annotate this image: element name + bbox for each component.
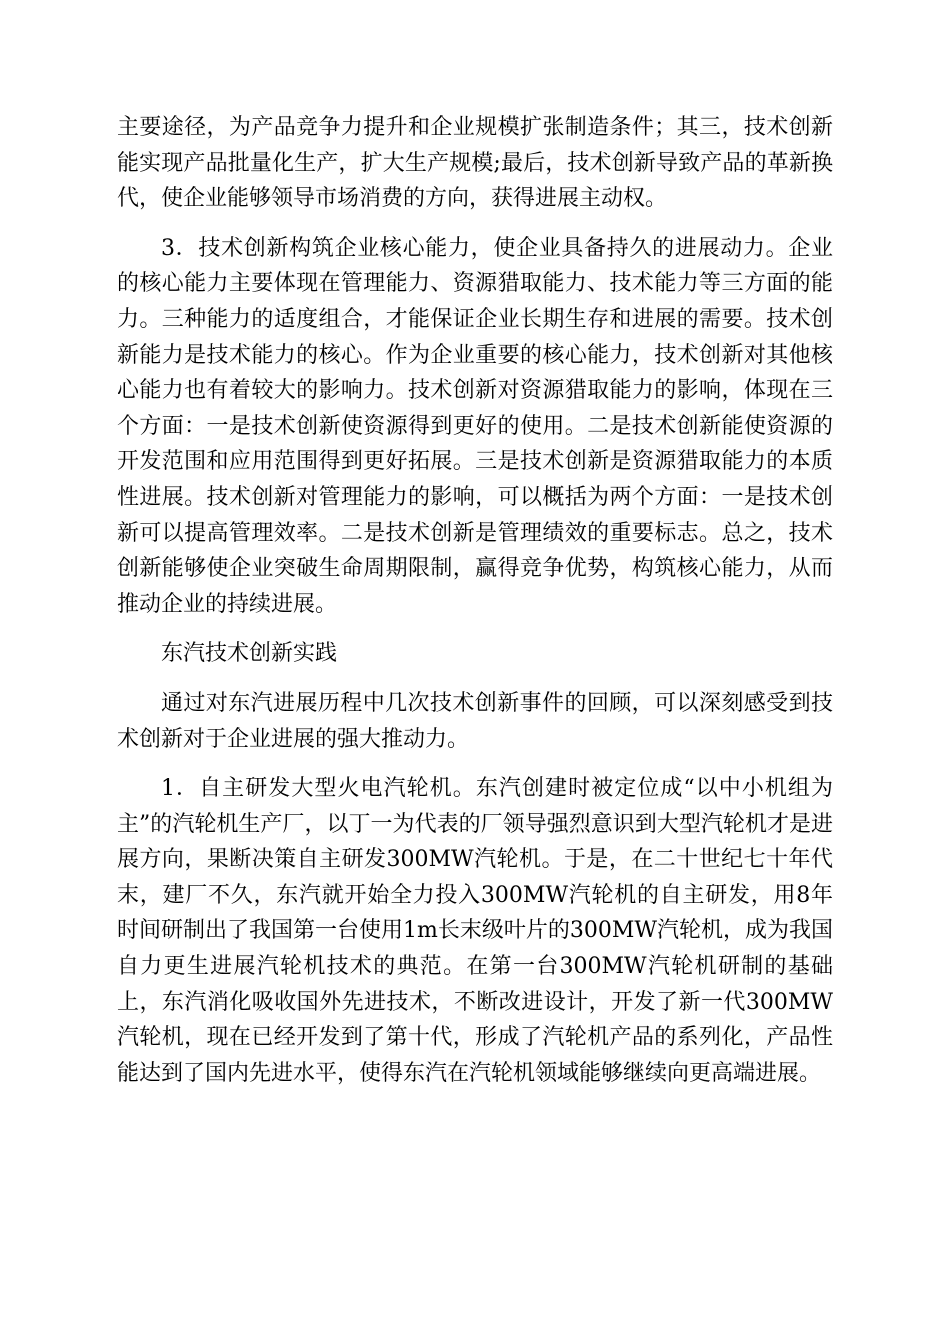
paragraph-core-capability: 3．技术创新构筑企业核心能力，使企业具备持久的进展动力。企业的核心能力主要体现在管理能力、资源猎取能力、技术能力等三方面的能力。三种能力的适度组合，才能保证企业长期生存和进展的需要。技术创新能力是技术能力的核心。作为企业重要的核心能力，技术创新对其他核心能力也有着较大的影响力。技术创新对资源猎取能力的影响，体现在三个方面：一是技术创新使资源得到更好的使用。二是技术创新能使资源的开发范围和应用范围得到更好拓展。三是技术创新是资源猎取能力的本质性进展。技术创新对管理能力的影响，可以概括为两个方面：一是技术创新可以提高管理效率。二是技术创新是管理绩效的重要标志。总之，技术创新能够使企业突破生命周期限制，赢得竞争优势，构筑核心能力，从而推动企业的持续进展。 bbox=[117, 235, 833, 617]
paragraph-continuation: 主要途径，为产品竞争力提升和企业规模扩张制造条件；其三，技术创新能实现产品批量化生产，扩大生产规模;最后，技术创新导致产品的革新换代，使企业能够领导市场消费的方向，获得进展主动权。 bbox=[117, 115, 833, 212]
paragraph-turbine-rd: 1．自主研发大型火电汽轮机。东汽创建时被定位成“以中小机组为主”的汽轮机生产厂，以丁一为代表的厂领导强烈意识到大型汽轮机才是进展方向，果断决策自主研发300MW汽轮机。于是，在二十世纪七十年代末，建厂不久，东汽就开始全力投入300MW汽轮机的自主研发，用8年时间研制出了我国第一台使用1m长末级叶片的300MW汽轮机，成为我国自力更生进展汽轮机技术的典范。在第一台300MW汽轮机研制的基础上，东汽消化吸收国外先进技术，不断改进设计，开发了新一代300MW汽轮机，现在已经开发到了第十代，形成了汽轮机产品的系列化，产品性能达到了国内先进水平，使得东汽在汽轮机领域能够继续向更高端进展。 bbox=[117, 776, 833, 1086]
section-heading: 东汽技术创新实践 bbox=[161, 641, 338, 667]
document-body bbox=[117, 110, 833, 1105]
paragraph-intro: 通过对东汽进展历程中几次技术创新事件的回顾，可以深刻感受到技术创新对于企业进展的强大推动力。 bbox=[117, 690, 833, 752]
